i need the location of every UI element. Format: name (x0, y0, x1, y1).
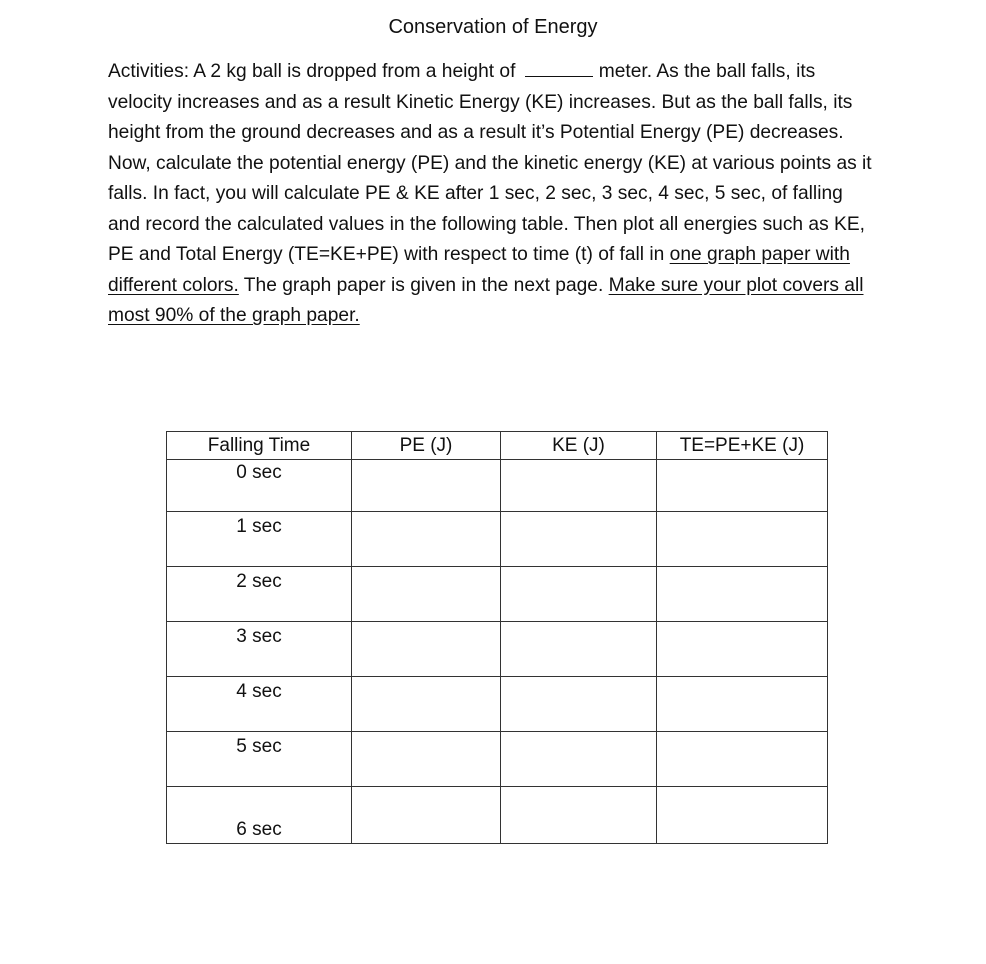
table-row (167, 677, 828, 732)
cell-te[interactable] (657, 567, 828, 622)
cell-pe[interactable] (352, 460, 501, 512)
energy-table (166, 431, 828, 844)
table-row (167, 460, 828, 512)
header-falling-time: Falling Time (167, 432, 352, 460)
cell-ke[interactable] (501, 512, 657, 567)
cell-time: 6 sec (167, 787, 352, 844)
cell-pe[interactable] (352, 622, 501, 677)
cell-time: 0 sec (167, 460, 352, 512)
cell-pe[interactable] (352, 787, 501, 844)
cell-ke[interactable] (501, 677, 657, 732)
header-pe: PE (J) (352, 432, 501, 460)
table-row (167, 567, 828, 622)
height-blank (525, 58, 593, 77)
table-header-row (167, 432, 828, 460)
underlined-instruction-2: Make sure your plot covers all most 90% of the graph paper. (108, 274, 864, 326)
cell-time: 2 sec (167, 567, 352, 622)
header-te: TE=PE+KE (J) (657, 432, 828, 460)
cell-pe[interactable] (352, 567, 501, 622)
table-row (167, 732, 828, 787)
cell-time: 1 sec (167, 512, 352, 567)
paragraph-middle: The graph paper is given in the next page. (238, 274, 609, 296)
cell-pe[interactable] (352, 732, 501, 787)
cell-ke[interactable] (501, 460, 657, 512)
cell-time: 5 sec (167, 732, 352, 787)
paragraph-body: meter. As the ball falls, its velocity increases and as a result Kinetic Energy (KE) increases. But as the ball falls, its height from the ground decreases and as a result it’s Potential Energy (PE) decreases. Now, calculate the potential energy (PE) and the kinetic energy (KE) at various points as it falls. In fact, you will calculate PE & KE after 1 sec, 2 sec, 3 sec, 4 sec, 5 sec, of falling and record the calculated values in the following table. Then plot all energies such as KE, PE and Total Energy (TE=KE+PE) with respect to time (t) of fall in (108, 61, 872, 265)
cell-time: 3 sec (167, 622, 352, 677)
cell-te[interactable] (657, 512, 828, 567)
cell-ke[interactable] (501, 622, 657, 677)
cell-pe[interactable] (352, 512, 501, 567)
table-row (167, 512, 828, 567)
cell-te[interactable] (657, 460, 828, 512)
header-ke: KE (J) (501, 432, 657, 460)
cell-ke[interactable] (501, 567, 657, 622)
cell-ke[interactable] (501, 732, 657, 787)
cell-ke[interactable] (501, 787, 657, 844)
cell-time: 4 sec (167, 677, 352, 732)
table-row (167, 622, 828, 677)
cell-te[interactable] (657, 622, 828, 677)
cell-te[interactable] (657, 787, 828, 844)
paragraph-intro: Activities: A 2 kg ball is dropped from a height of (108, 61, 521, 82)
cell-te[interactable] (657, 732, 828, 787)
table-row (167, 787, 828, 844)
activity-paragraph (108, 57, 878, 332)
page-title: Conservation of Energy (388, 16, 598, 38)
cell-pe[interactable] (352, 677, 501, 732)
cell-te[interactable] (657, 677, 828, 732)
underlined-instruction-1: one graph paper with different colors. (108, 244, 850, 296)
